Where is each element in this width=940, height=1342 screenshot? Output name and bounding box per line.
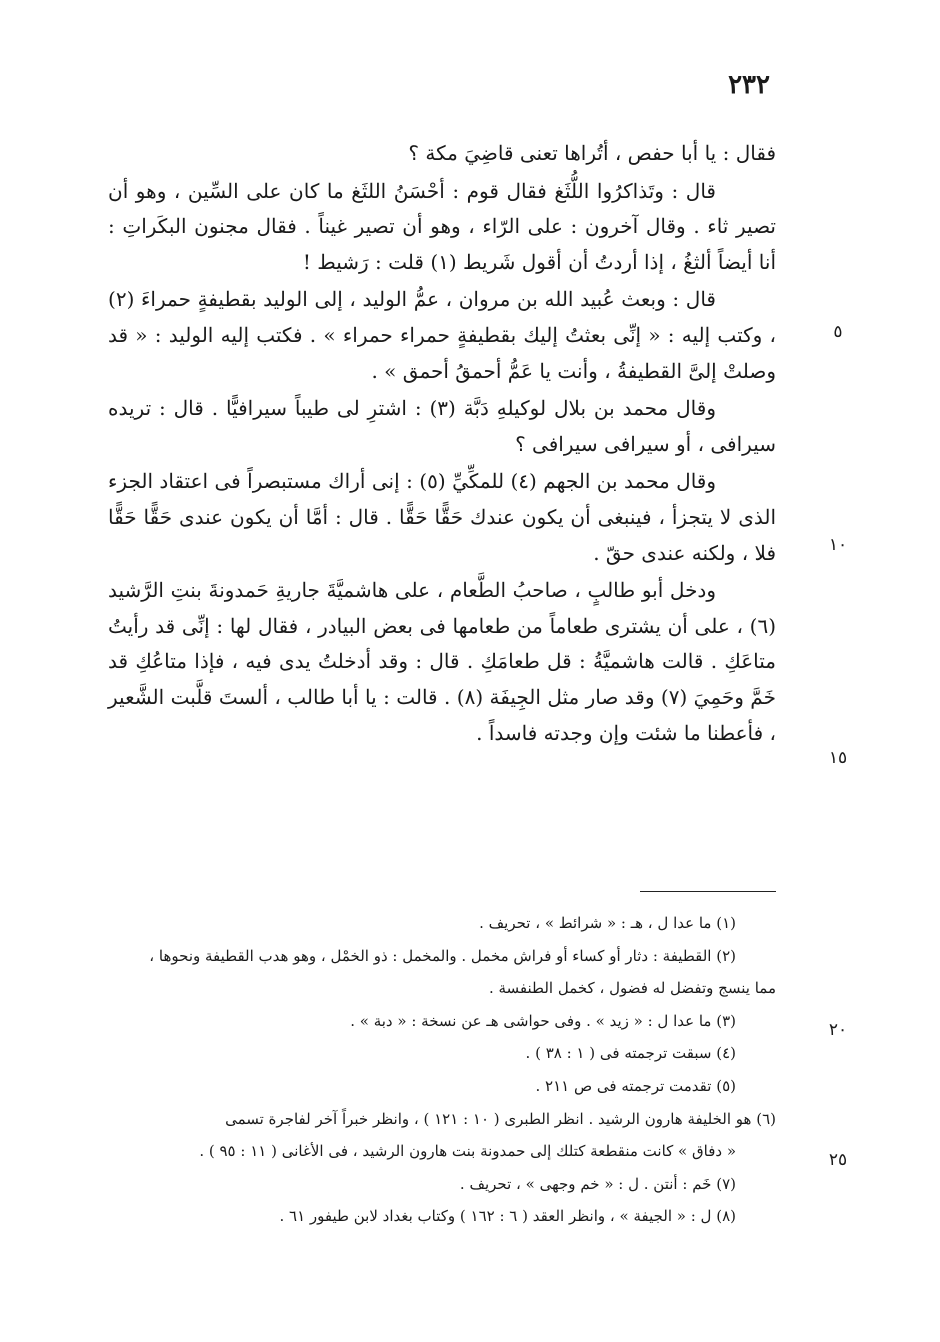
- footnote: (٥) تقدمت ترجمته فى ص ٢١١ .: [535, 1076, 736, 1095]
- paragraph: فقال : يا أبا حفص ، أتُراها تعنى قاضِيَ مكة ؟: [408, 141, 776, 165]
- footnote-continuation: « دفاق » كانت منقطعة كتلك إلى حمدونة بنت هارون الرشيد ، فى الأغانى ( ١١ : ٩٥ ) .: [199, 1142, 736, 1161]
- paragraph: قال : وبعث عُبيد الله بن مروان ، عمُّ الوليد ، إلى الوليد بقطيفةٍ حمراءَ (٢) ، وكتب إليه : « إنِّى بعثتُ إليك بقطيفةٍ حمراء حمراء » . فكتب إليه الوليد : « قد وصلتْ إلىَّ القطيفةُ ، وأنت يا عَمُّ أحمقُ أحمق » .: [108, 287, 776, 383]
- paragraph: قال : وتَذاكرُوا اللُّثَغ فقال قوم : أحْسَنُ اللثَغ ما كان على السِّين ، وهو أن تصير ثاء . وقال آخرون : على الرّاء ، وهو أن تصير غيناً . فقال مجنون البكَراتِ : أنا أيضاً ألثغُ ، إذا أردتُ أن أقول شَريط (١) قلت : رَشيط !: [108, 178, 776, 274]
- footnote: (٨) ل : « الجيفة » ، وانظر العقد ( ٦ : ١٦٢ ) وكتاب بغداد لابن طيفور ٦١ .: [279, 1207, 736, 1226]
- footnote: (١) ما عدا ل ، هـ : « شرائط » ، تحريف .: [479, 914, 736, 932]
- footnote: (٤) سبقت ترجمته فى ( ١ : ٣٨ ) .: [525, 1044, 736, 1063]
- page-number: ٢٣٢: [728, 70, 770, 100]
- footnote: (٣) ما عدا ل : « زيد » . وفى حواشى هـ عن نسخة : « دبة » .: [350, 1011, 736, 1030]
- paragraph: ودخل أبو طالبٍ ، صاحبُ الطَّعام ، على هاشميَّةَ جاريةِ حَمدونةَ بنتِ الرَّشيد (٦) ، على أن يشترى طعاماً من طعامها فى بعض البيادر ، فقال لها : إنِّى قد رأيتُ متاعَكِ . قالت هاشميَّةُ : قل طعامَكِ . قال : وقد أدخلتُ يدى فيه ، فإذا متاعُكِ قد خَمَّ وحَمِيَ (٧) وقد صار مثل الجِيفَة (٨) . قالت : يا أبا طالب ، ألستَ قلَّبت الشَّعير ، فأعطنا ما شئت وإن وجدته فاسداً .: [108, 578, 776, 745]
- line-number: ١٥: [828, 748, 848, 768]
- footnote: (٢) القطيفة : دثار أو كساء أو فراش مخمل . والمخمل : ذو الخمْل ، وهو هدب القطيفة ونحوها ،: [149, 946, 736, 965]
- paragraph: وقال محمد بن الجهم (٤) للمكِّيِّ (٥) : إنى أراك مستبصراً فى اعتقاد الجزء الذى لا يتجزأ ، فينبغى أن يكون عندك حَقًّا حَقًّا . قال : أمَّا أن يكون عندى حَقًّا حَقًّا فلا ، ولكنه عندى حقّ .: [108, 469, 776, 565]
- main-text: [108, 136, 776, 751]
- footnote-continuation: مما ينسج وتفضل له فضول ، كخمل الطنفسة .: [488, 979, 776, 998]
- footnote: (٦) هو الخليفة هارون الرشيد . انظر الطبرى ( ١٠ : ١٢١ ) ، وانظر خبراً آخر لفاجرة تسمى: [225, 1109, 776, 1128]
- footnote: (٧) خَم : أنتن . ل : « خم وجهى » ، تحريف .: [459, 1174, 736, 1193]
- footnotes: [108, 907, 776, 1233]
- footnote-divider: [640, 891, 776, 892]
- line-number: ١٠: [828, 535, 848, 555]
- line-number: ٥: [833, 322, 843, 342]
- line-number: ٢٥: [828, 1150, 848, 1170]
- paragraph: وقال محمد بن بلال لوكيلهِ دَبَّة (٣) : اشترِ لى طيباً سيرافيًّا . قال : تريده سيرافى ، أو سيرافى سيرافى ؟: [108, 396, 776, 456]
- line-number: ٢٠: [828, 1020, 848, 1040]
